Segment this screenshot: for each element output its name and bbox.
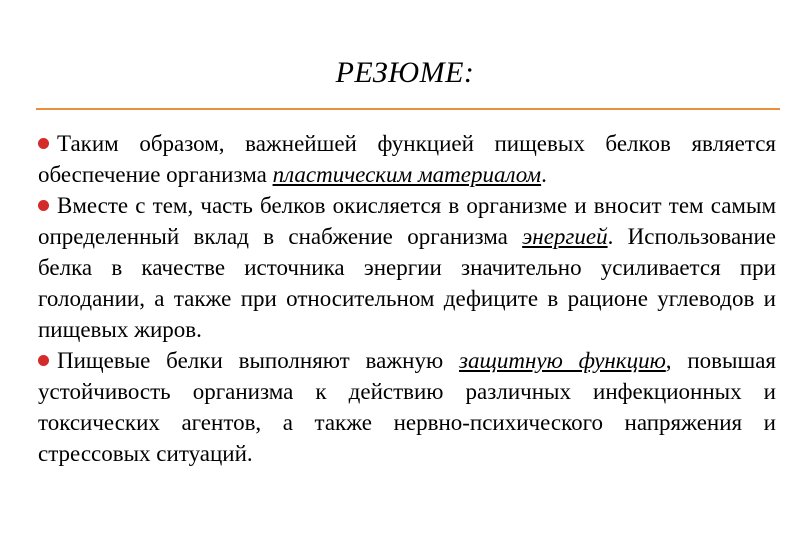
slide-body (38, 128, 776, 469)
title-divider (36, 108, 780, 110)
bullet-icon (38, 355, 49, 366)
paragraph-3-text-before: Пищевые белки выполняют важную (57, 348, 460, 373)
paragraph-2-text-after: . Использование белка в качестве источника энергии значительно усиливается при голодании, а также при относительном дефиците в рационе углеводов и пищевых жиров. (38, 224, 776, 342)
slide-title: РЕЗЮМЕ: (335, 56, 475, 89)
paragraph-1-emphasis: пластическим материалом (272, 162, 542, 187)
paragraph-1-text-after: . (541, 162, 547, 187)
paragraph-3 (38, 345, 776, 469)
paragraph-2 (38, 190, 776, 345)
paragraph-3-text-after: , повышая устойчивость организма к действию различных инфекционных и токсических агентов, а также нервно-психического напряжения и стрессовых ситуаций. (38, 348, 776, 466)
paragraph-1-text-before: Таким образом, важнейшей функцией пищевых белков является обеспечение организма (38, 131, 776, 187)
paragraph-3-emphasis: защитную функцию (459, 348, 666, 373)
bullet-icon (38, 138, 49, 149)
paragraph-2-text-before: Вместе с тем, часть белков окисляется в организме и вносит тем самым определенный вклад в снабжение организма (38, 193, 776, 249)
paragraph-2-emphasis: энергией (522, 224, 608, 249)
bullet-icon (38, 200, 49, 211)
paragraph-1 (38, 128, 776, 190)
